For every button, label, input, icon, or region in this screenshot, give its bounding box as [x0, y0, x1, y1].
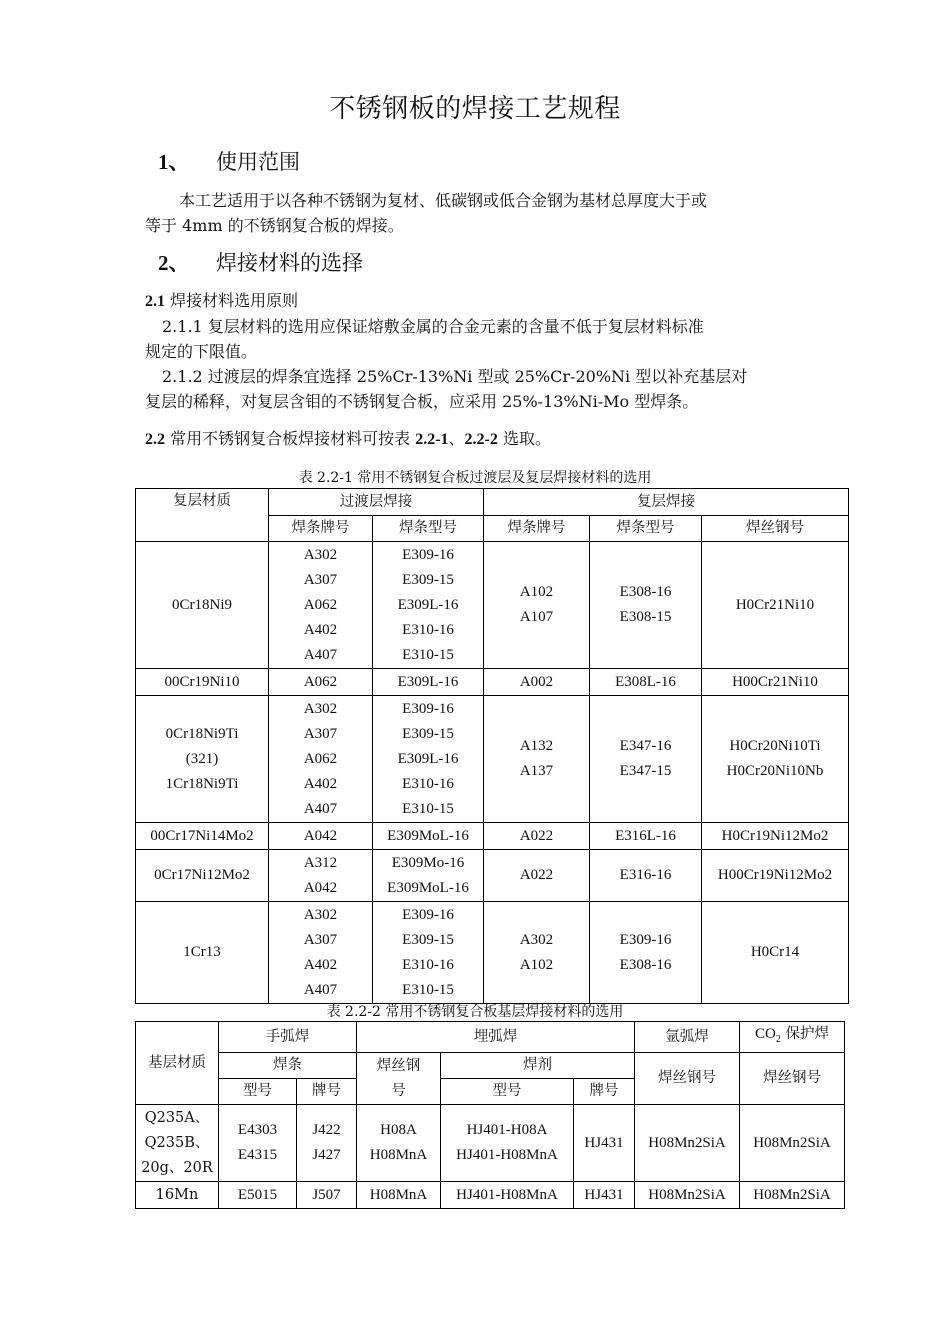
page-title: 不锈钢板的焊接工艺规程 — [329, 94, 621, 124]
clad-rod-brand-cell — [484, 823, 590, 850]
transition-rod-type-cell — [373, 823, 484, 850]
section-number: 2、 — [158, 251, 190, 275]
clause-2-1-1-line-1: 2.1.1 复层材料的选用应保证熔敷金属的合金元素的含量不低于复层材料标准 — [162, 317, 704, 336]
sub-wire-cell-value: H08MnA — [369, 1186, 428, 1203]
clad-rod-type-cell-value: E308-15 — [619, 609, 672, 625]
base-material-cell-value: 00Cr17Ni14Mo2 — [150, 827, 254, 844]
rod-type-cell-value: E4303 — [237, 1122, 278, 1138]
transition-rod-type-cell-value: E310-15 — [402, 981, 454, 998]
transition-rod-type-cell — [373, 850, 484, 902]
base-material-cell — [136, 669, 269, 696]
clad-rod-type-cell-value: E308-16 — [619, 584, 672, 600]
base-material-cell-value: 1Cr18Ni9Ti — [165, 775, 239, 792]
transition-rod-brand-cell-value: A402 — [303, 956, 338, 973]
header-transition-layer: 过渡层焊接 — [269, 489, 484, 516]
rod-brand-cell — [297, 1105, 357, 1182]
header-submerged-arc: 埋弧焊 — [357, 1022, 635, 1053]
section-2-1 — [145, 288, 815, 414]
co2-wire-cell-value: H08Mn2SiA — [753, 1186, 831, 1203]
rod-type-cell-value: E4315 — [237, 1147, 278, 1163]
sub-wire-cell — [357, 1182, 441, 1209]
flux-type-cell-value: HJ401-H08A — [466, 1122, 548, 1138]
base-material-cell — [136, 1182, 219, 1209]
header-argon-wire: 焊丝钢号 — [635, 1053, 740, 1105]
clad-rod-brand-cell-value: A102 — [519, 584, 554, 600]
scope-line-2: 等于 4mm 的不锈钢复合板的焊接。 — [145, 216, 404, 235]
co2-subscript: 2 — [775, 1034, 781, 1045]
wire-grade-cell-value: H0Cr20Ni10Ti — [729, 738, 821, 754]
flux-type-cell — [441, 1182, 574, 1209]
header-base-material: 复层材质 — [136, 489, 269, 542]
wire-grade-cell-value: H0Cr20Ni10Nb — [726, 763, 824, 779]
rod-brand-cell-value: J427 — [312, 1147, 341, 1163]
transition-rod-brand-cell — [269, 850, 373, 902]
header-wire-grade: 焊丝钢号 — [702, 516, 849, 542]
clad-rod-brand-cell — [484, 669, 590, 696]
section-2-2-text: 常用不锈钢复合板焊接材料可按表 — [170, 429, 411, 448]
transition-rod-brand-cell-value: A302 — [303, 700, 338, 717]
co2-label: CO — [755, 1026, 776, 1042]
co2-wire-cell — [740, 1105, 845, 1182]
clad-rod-brand-cell — [484, 902, 590, 1004]
wire-grade-cell-value: H00Cr19Ni12Mo2 — [717, 867, 833, 883]
transition-rod-brand-cell-value: A407 — [303, 800, 338, 817]
argon-wire-cell — [635, 1105, 740, 1182]
base-material-cell-value: Q235A、 — [144, 1109, 210, 1126]
clad-rod-type-cell — [590, 823, 702, 850]
rod-type-cell — [219, 1182, 297, 1209]
rod-type-cell-value: E5015 — [237, 1186, 278, 1203]
flux-brand-cell-value: HJ431 — [584, 1186, 624, 1203]
flux-brand-cell-value: HJ431 — [584, 1134, 624, 1151]
co2-suffix: 保护焊 — [780, 1026, 829, 1042]
header-flux-type: 型号 — [441, 1079, 574, 1105]
clad-rod-type-cell — [590, 850, 702, 902]
clad-rod-type-cell-value: E316-16 — [619, 867, 672, 883]
transition-rod-brand-cell-value: A307 — [303, 571, 338, 588]
base-material-cell — [136, 542, 269, 669]
transition-rod-type-cell-value: E309L-16 — [397, 673, 459, 690]
section-title: 使用范围 — [216, 150, 300, 174]
wire-grade-cell — [702, 902, 849, 1004]
header-rod: 焊条 — [219, 1053, 357, 1079]
transition-rod-type-cell-value: E309MoL-16 — [387, 879, 469, 896]
clad-rod-brand-cell-value: A022 — [519, 827, 554, 844]
transition-rod-brand-cell — [269, 823, 373, 850]
table-row — [136, 1182, 845, 1209]
section-2-2-text-end: 选取。 — [502, 429, 551, 448]
transition-rod-type-cell — [373, 669, 484, 696]
transition-rod-brand-cell-value: A402 — [303, 775, 338, 792]
transition-rod-type-cell-value: E309-16 — [402, 546, 454, 563]
transition-rod-brand-cell-value: A062 — [303, 750, 338, 767]
clad-rod-type-cell-value: E347-15 — [619, 763, 672, 779]
section-heading-1 — [158, 146, 300, 176]
transition-rod-type-cell — [373, 696, 484, 823]
base-material-cell — [136, 902, 269, 1004]
transition-rod-brand-cell-value: A312 — [303, 854, 338, 871]
table-1-caption: 表 2.2-1 常用不锈钢复合板过渡层及复层焊接材料的选用 — [298, 470, 652, 486]
co2-wire-cell — [740, 1182, 845, 1209]
base-material-cell-value: 0Cr18Ni9Ti — [165, 725, 239, 742]
transition-rod-type-cell-value: E309L-16 — [397, 750, 459, 767]
scope-paragraph — [145, 188, 815, 238]
transition-rod-type-cell-value: E309-16 — [402, 906, 454, 923]
table-row — [136, 902, 849, 1004]
scope-line-1: 本工艺适用于以各种不锈钢为复材、低碳钢或低合金钢为基材总厚度大于或 — [179, 191, 708, 210]
transition-rod-brand-cell-value: A062 — [303, 596, 338, 613]
transition-rod-brand-cell-value: A302 — [303, 906, 338, 923]
clause-2-1-1-line-2: 规定的下限值。 — [145, 342, 258, 361]
clad-rod-type-cell — [590, 542, 702, 669]
base-material-cell — [136, 696, 269, 823]
table-row — [136, 696, 849, 823]
clad-rod-type-cell-value: E308-16 — [619, 956, 672, 973]
clause-2-1-2-line-2: 复层的稀释，对复层含钼的不锈钢复合板，应采用 25%-13%Ni-Mo 型焊条。 — [145, 392, 699, 411]
subsection-number: 2.2 — [145, 431, 165, 448]
argon-wire-cell — [635, 1182, 740, 1209]
clad-rod-type-cell — [590, 902, 702, 1004]
co2-wire-cell-value: H08Mn2SiA — [753, 1134, 831, 1151]
transition-rod-brand-cell-value: A042 — [303, 827, 338, 844]
transition-rod-type-cell-value: E309-15 — [402, 931, 454, 948]
sub-wire-cell — [357, 1105, 441, 1182]
transition-rod-type-cell-value: E309-16 — [402, 700, 454, 717]
section-heading-2 — [158, 247, 363, 277]
argon-wire-cell-value: H08Mn2SiA — [648, 1134, 726, 1151]
clad-rod-brand-cell — [484, 696, 590, 823]
wire-grade-cell — [702, 823, 849, 850]
wire-grade-cell — [702, 542, 849, 669]
header-rod-type: 型号 — [219, 1079, 297, 1105]
header-base-material-text: 基层材质 — [148, 1054, 206, 1071]
wire-grade-cell-value: H0Cr19Ni12Mo2 — [721, 827, 829, 844]
subsection-title: 焊接材料选用原则 — [170, 291, 299, 310]
separator: 、 — [448, 429, 465, 448]
transition-rod-brand-cell-value: A042 — [303, 879, 338, 896]
header-argon-arc: 氩弧焊 — [635, 1022, 740, 1053]
transition-rod-brand-cell — [269, 902, 373, 1004]
clad-rod-brand-cell-value: A107 — [519, 609, 554, 625]
header-rod-brand: 牌号 — [297, 1079, 357, 1105]
clause-2-1-2-line-1: 2.1.2 过渡层的焊条宜选择 25%Cr-13%Ni 型或 25%Cr-20%Ni 型以补充基层对 — [162, 367, 748, 386]
header-cladding-layer: 复层焊接 — [484, 489, 849, 516]
section-title: 焊接材料的选择 — [216, 251, 363, 275]
header-rod-brand: 焊条牌号 — [269, 516, 373, 542]
table-row — [136, 1105, 845, 1182]
transition-rod-brand-cell-value: A062 — [303, 673, 338, 690]
base-material-cell — [136, 1105, 219, 1182]
section-2-2 — [145, 426, 815, 452]
clad-rod-brand-cell — [484, 542, 590, 669]
transition-rod-type-cell-value: E309Mo-16 — [391, 854, 465, 871]
transition-rod-brand-cell-value: A307 — [303, 931, 338, 948]
transition-rod-brand-cell — [269, 669, 373, 696]
base-material-cell-value: 1Cr13 — [183, 944, 221, 960]
table-row — [136, 850, 849, 902]
transition-rod-type-cell-value: E309L-16 — [397, 596, 459, 613]
transition-rod-type-cell-value: E309-15 — [402, 725, 454, 742]
flux-brand-cell — [574, 1105, 635, 1182]
flux-brand-cell — [574, 1182, 635, 1209]
base-material-cell-value: 0Cr18Ni9 — [172, 596, 232, 613]
header-rod-type: 焊条型号 — [373, 516, 484, 542]
table-row — [136, 542, 849, 669]
header-base-material — [136, 1022, 219, 1105]
transition-rod-brand-cell-value: A407 — [303, 981, 338, 998]
header-sub-wire-text: 焊丝钢号 — [376, 1057, 421, 1099]
transition-rod-brand-cell-value: A307 — [303, 725, 338, 742]
transition-rod-brand-cell — [269, 696, 373, 823]
base-material-cell-value: 0Cr17Ni12Mo2 — [154, 867, 250, 883]
base-material-cell-value: (321) — [185, 750, 219, 767]
transition-rod-brand-cell — [269, 542, 373, 669]
transition-rod-type-cell — [373, 542, 484, 669]
table-2-caption: 表 2.2-2 常用不锈钢复合板基层焊接材料的选用 — [326, 1004, 624, 1020]
clad-rod-brand-cell-value: A132 — [519, 738, 554, 754]
header-co2-wire: 焊丝钢号 — [740, 1053, 845, 1105]
sub-wire-cell-value: H08A — [380, 1122, 417, 1138]
table-row — [136, 823, 849, 850]
table-row — [136, 669, 849, 696]
base-material-cell-value: 16Mn — [155, 1186, 199, 1203]
base-material-cell — [136, 850, 269, 902]
clad-rod-brand-cell-value: A102 — [519, 956, 554, 973]
table-ref-2[interactable]: 2.2-2 — [464, 431, 498, 448]
rod-type-cell — [219, 1105, 297, 1182]
sub-wire-cell-value: H08MnA — [369, 1147, 428, 1163]
transition-rod-type-cell-value: E310-16 — [402, 956, 454, 973]
base-material-cell — [136, 823, 269, 850]
subsection-number: 2.1 — [145, 293, 165, 310]
header-manual-arc: 手弧焊 — [219, 1022, 357, 1053]
clad-rod-brand-cell-value: A302 — [519, 931, 554, 948]
clad-rod-type-cell-value: E309-16 — [619, 931, 672, 948]
wire-grade-cell-value: H00Cr21Ni10 — [732, 673, 818, 690]
flux-type-cell-value: HJ401-H08MnA — [456, 1186, 558, 1203]
clad-rod-brand-cell-value: A002 — [519, 673, 554, 690]
transition-rod-brand-cell-value: A302 — [303, 546, 338, 563]
transition-rod-type-cell-value: E310-15 — [402, 800, 454, 817]
transition-rod-brand-cell-value: A407 — [303, 646, 338, 663]
transition-rod-type-cell-value: E309MoL-16 — [387, 827, 469, 844]
clad-rod-type-cell — [590, 669, 702, 696]
wire-grade-cell-value: H0Cr14 — [750, 944, 800, 960]
rod-brand-cell-value: J507 — [312, 1186, 341, 1203]
base-material-cell-value: 00Cr19Ni10 — [164, 673, 240, 690]
transition-rod-type-cell-value: E309-15 — [402, 571, 454, 588]
subsection-heading — [145, 288, 815, 314]
header-flux: 焊剂 — [441, 1053, 635, 1079]
wire-grade-cell — [702, 696, 849, 823]
argon-wire-cell-value: H08Mn2SiA — [648, 1186, 726, 1203]
transition-rod-type-cell-value: E310-15 — [402, 646, 454, 663]
section-number: 1、 — [158, 150, 190, 174]
base-material-cell-value: 20g、20R — [141, 1159, 213, 1176]
header-flux-brand: 牌号 — [574, 1079, 635, 1105]
cladding-table — [135, 488, 849, 1004]
base-layer-table — [135, 1021, 845, 1209]
rod-brand-cell-value: J422 — [312, 1122, 341, 1138]
base-material-cell-value: Q235B、 — [144, 1134, 210, 1151]
wire-grade-cell-value: H0Cr21Ni10 — [735, 596, 815, 613]
clad-rod-type-cell-value: E308L-16 — [615, 673, 676, 690]
flux-type-cell — [441, 1105, 574, 1182]
transition-rod-type-cell-value: E310-16 — [402, 775, 454, 792]
header-co2-welding — [740, 1022, 845, 1053]
wire-grade-cell — [702, 850, 849, 902]
transition-rod-type-cell-value: E310-16 — [402, 621, 454, 638]
header-rod-type: 焊条型号 — [590, 516, 702, 542]
wire-grade-cell — [702, 669, 849, 696]
transition-rod-type-cell — [373, 902, 484, 1004]
header-sub-wire — [357, 1053, 441, 1105]
transition-rod-brand-cell-value: A402 — [303, 621, 338, 638]
clad-rod-brand-cell — [484, 850, 590, 902]
rod-brand-cell — [297, 1182, 357, 1209]
clad-rod-brand-cell-value: A137 — [519, 763, 554, 779]
flux-type-cell-value: HJ401-H08MnA — [456, 1147, 558, 1163]
clad-rod-type-cell-value: E316L-16 — [615, 827, 676, 844]
clad-rod-type-cell-value: E347-16 — [619, 738, 672, 754]
header-rod-brand: 焊条牌号 — [484, 516, 590, 542]
clad-rod-brand-cell-value: A022 — [519, 867, 554, 883]
clad-rod-type-cell — [590, 696, 702, 823]
table-ref-1[interactable]: 2.2-1 — [415, 431, 449, 448]
